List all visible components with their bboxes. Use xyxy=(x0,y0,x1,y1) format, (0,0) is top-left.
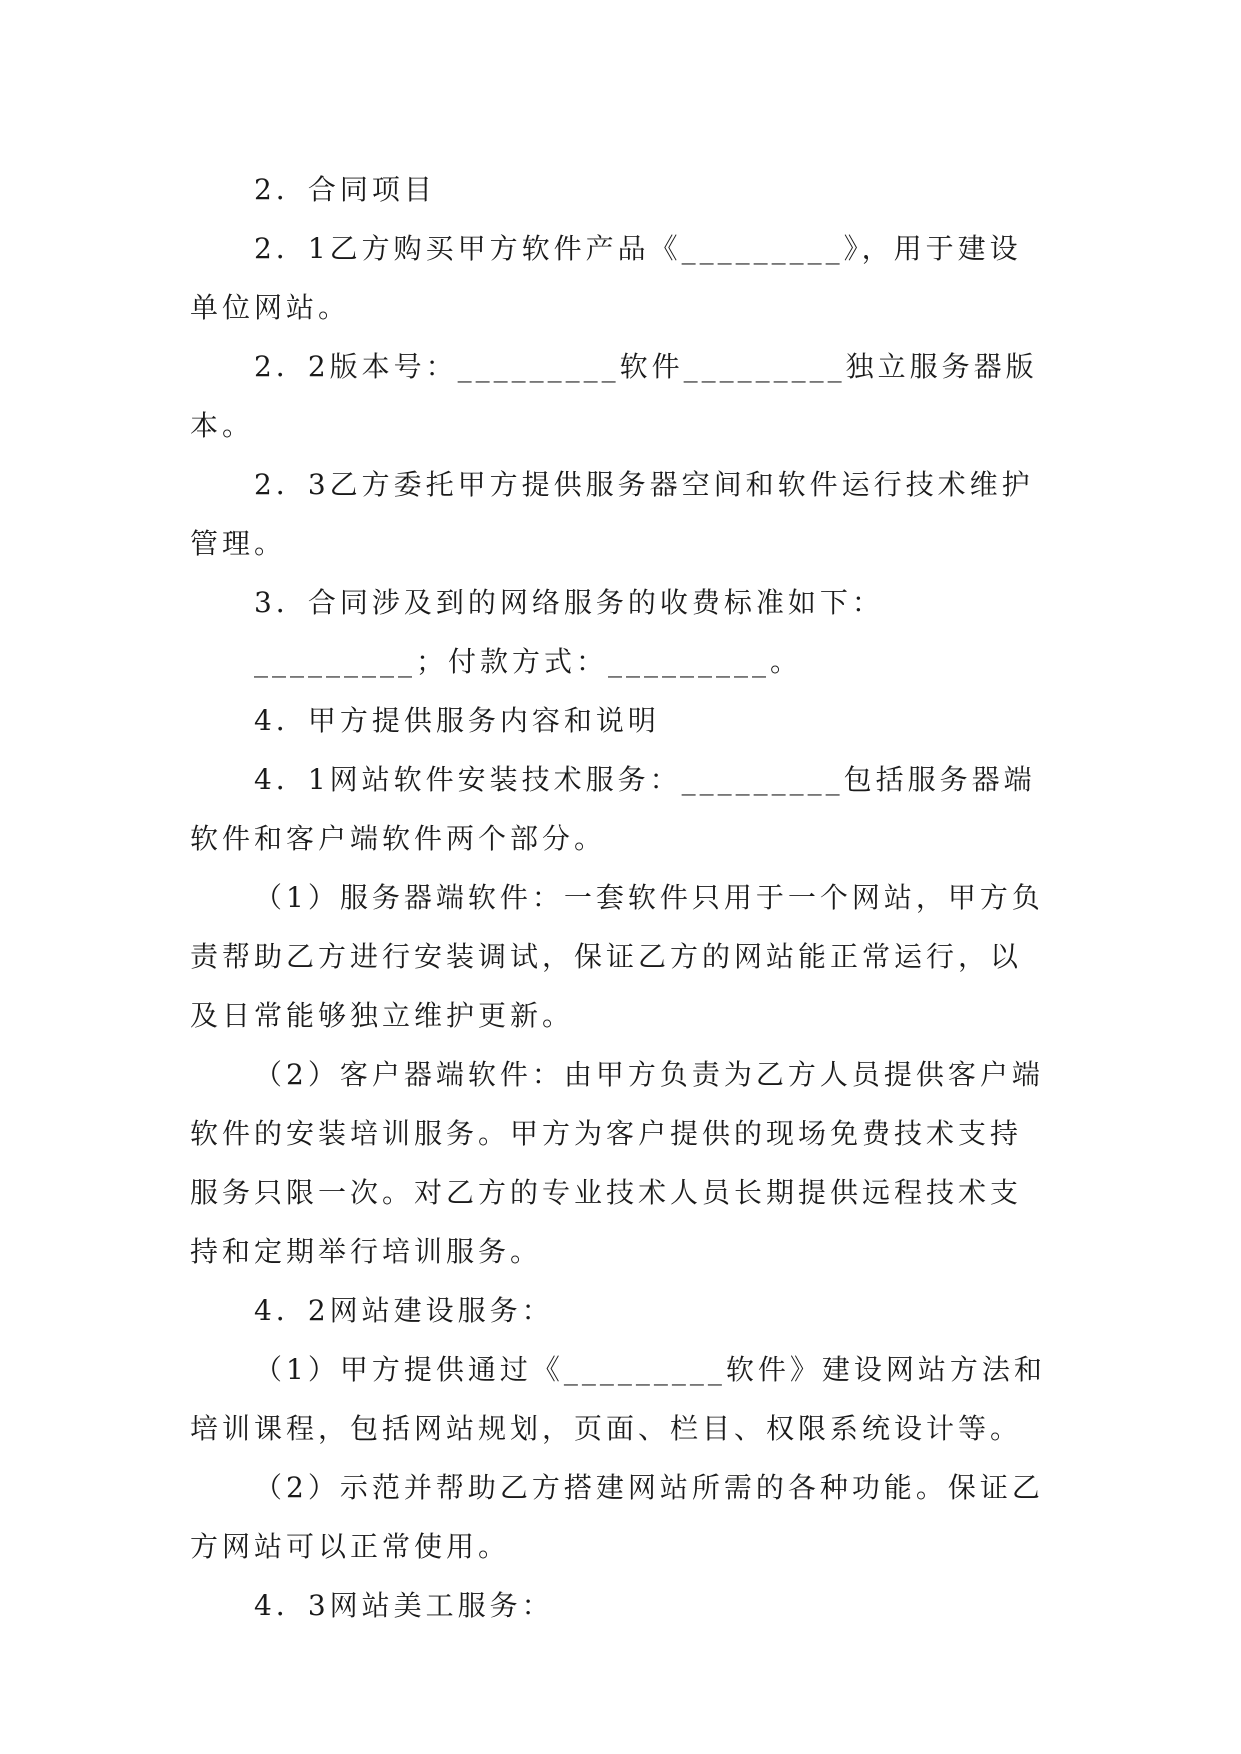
paragraph-4-1-item-2: （2）客户器端软件：由甲方负责为乙方人员提供客户端软件的安装培训服务。甲方为客户提供的现场免费技术支持服务只限一次。对乙方的专业技术人员长期提供远程技术支持和定期举行培训服务。 xyxy=(190,1058,1044,1268)
paragraph-4-1: 4．1网站软件安装技术服务：_________包括服务器端软件和客户端软件两个部分。 xyxy=(190,763,1036,855)
paragraph-payment-terms: _________；付款方式：_________。 xyxy=(254,645,803,678)
paragraph-section-4-heading: 4．甲方提供服务内容和说明 xyxy=(254,704,660,737)
paragraph-4-1-item-1: （1）服务器端软件：一套软件只用于一个网站，甲方负责帮助乙方进行安装调试，保证乙方的网站能正常运行，以及日常能够独立维护更新。 xyxy=(190,881,1044,1032)
paragraph-section-3-heading: 3．合同涉及到的网络服务的收费标准如下： xyxy=(254,586,884,619)
paragraph-4-3: 4．3网站美工服务： xyxy=(254,1589,554,1622)
paragraph-section-2-heading: 2．合同项目 xyxy=(254,173,436,206)
paragraph-2-3: 2．3乙方委托甲方提供服务器空间和软件运行技术维护管理。 xyxy=(190,468,1034,560)
paragraph-4-2-item-1: （1）甲方提供通过《_________软件》建设网站方法和培训课程，包括网站规划，页面、栏目、权限系统设计等。 xyxy=(190,1353,1046,1445)
paragraph-4-2-item-2: （2）示范并帮助乙方搭建网站所需的各种功能。保证乙方网站可以正常使用。 xyxy=(190,1471,1044,1563)
paragraph-2-2: 2．2版本号：_________软件_________独立服务器版本。 xyxy=(190,350,1038,442)
contract-body xyxy=(190,160,1050,1635)
paragraph-4-2: 4．2网站建设服务： xyxy=(254,1294,554,1327)
paragraph-2-1: 2．1乙方购买甲方软件产品《_________》，用于建设单位网站。 xyxy=(190,232,1022,324)
